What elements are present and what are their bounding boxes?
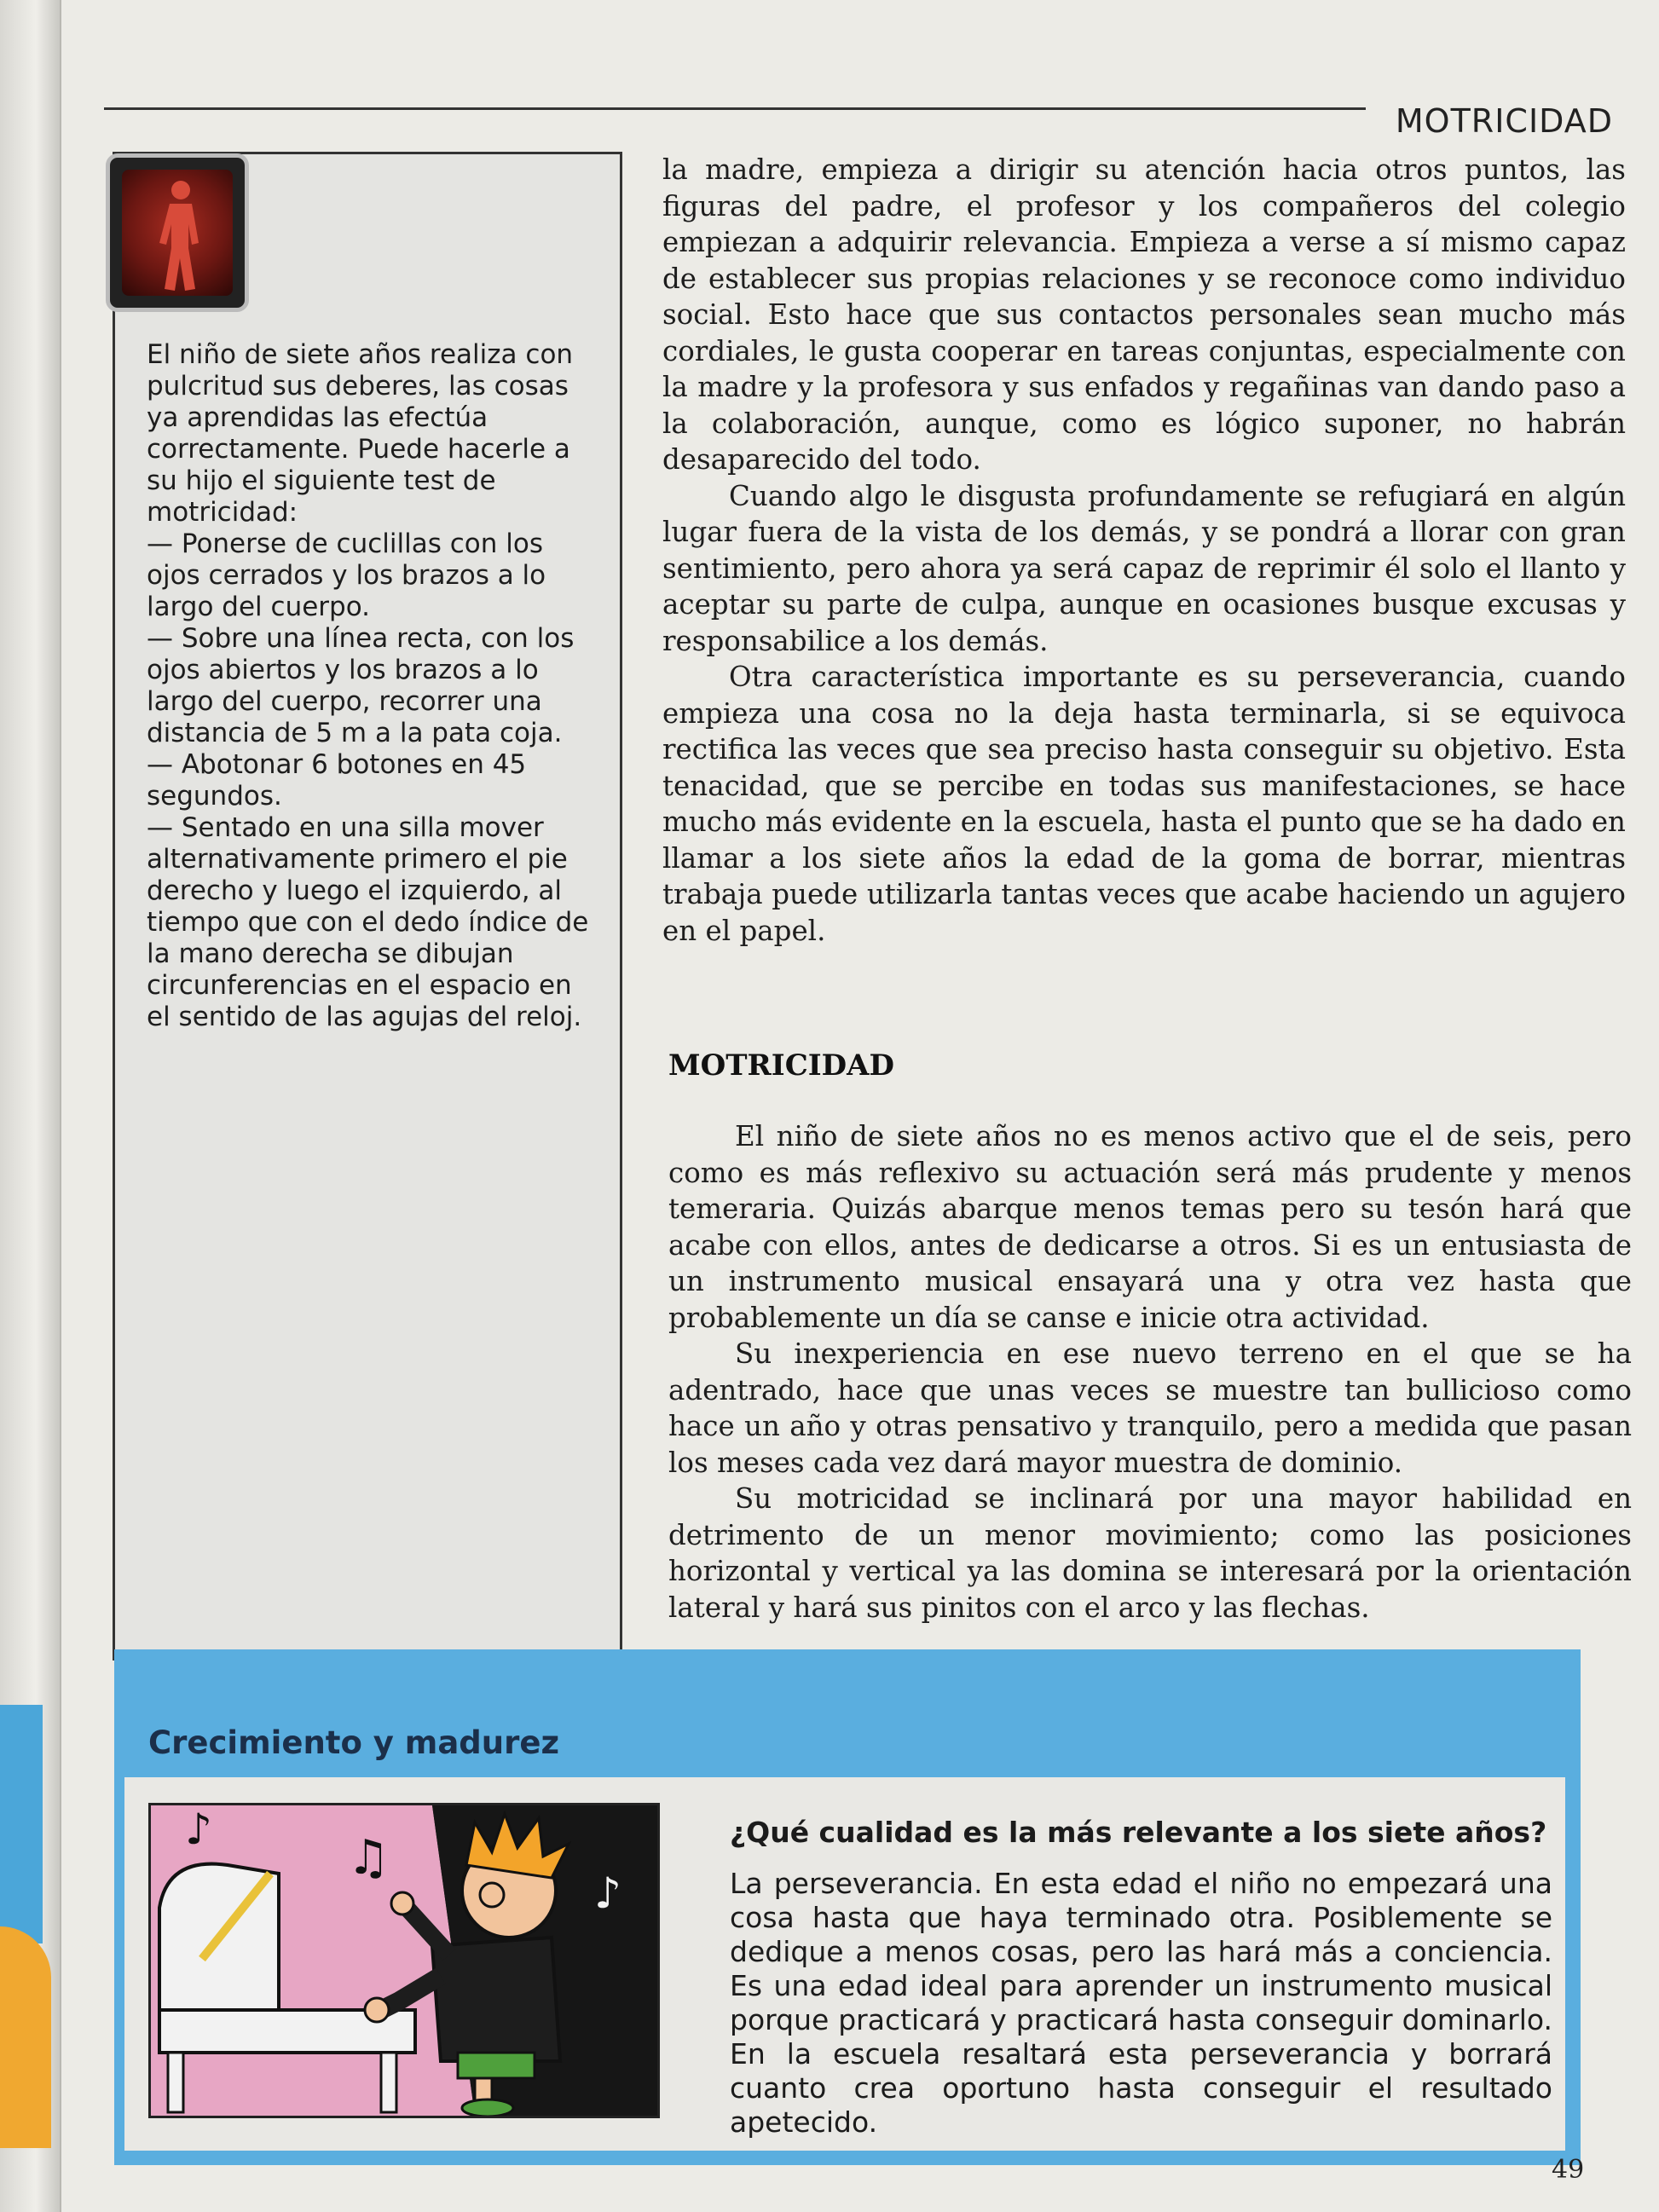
- growth-box: [114, 1649, 1581, 2165]
- body-paragraph: Cuando algo le disgusta profundamente se refugiará en algún lugar fuera de la vista de los demás, y se pondrá a llorar con gran sentimiento, pero ahora ya será capaz de reprimir él solo el llanto y aceptar su parte de culpa, aunque en ocasiones busque excusas y responsabilice a los demás.: [662, 479, 1626, 657]
- previous-page-illustration-fragment: [0, 1926, 51, 2148]
- main-text-bottom: [668, 1118, 1632, 1626]
- section-heading: MOTRICIDAD: [668, 1048, 895, 1083]
- sidebar-test-item: — Abotonar 6 botones en 45 segundos.: [147, 749, 527, 811]
- svg-text:♫: ♫: [347, 1830, 390, 1886]
- svg-text:♪: ♪: [185, 1805, 212, 1854]
- sidebar-test-item: — Ponerse de cuclillas con los ojos cerrados y los brazos a lo largo del cuerpo.: [147, 528, 546, 622]
- body-paragraph: Su inexperiencia en ese nuevo terreno en el que se ha adentrado, hace que unas veces se muestre tan bullicioso como hace un año y otras pensativo y tranquilo, pero a medida que pasan los meses cada vez dará mayor muestra de dominio.: [668, 1337, 1632, 1479]
- svg-text:♪: ♪: [594, 1868, 621, 1918]
- growth-box-title: Crecimiento y madurez: [148, 1724, 559, 1761]
- sidebar-intro: El niño de siete años realiza con pulcritud sus deberes, las cosas ya aprendidas las efectúa correctamente. Puede hacerle a su hijo el siguiente test de motricidad:: [147, 339, 574, 528]
- child-playing-piano-illustration: [148, 1803, 660, 2118]
- page-number: 49: [1552, 2155, 1585, 2185]
- body-paragraph: la madre, empieza a dirigir su atención hacia otros puntos, las figuras del padre, el profesor y los compañeros del colegio empiezan a adquirir relevancia. Empieza a verse a sí mismo capaz de establecer sus propias relaciones y se reconoce como individuo social. Esto hace que sus contactos personales sean mucho más cordiales, le gusta cooperar en tareas conjuntas, especialmente con la madre y la profesora y sus enfados y regañinas van dando paso a la colaboración, aunque, como es lógico suponer, no habrán desaparecido del todo.: [662, 153, 1626, 476]
- main-text-top: [662, 152, 1626, 949]
- body-paragraph: Su motricidad se inclinará por una mayor habilidad en detrimento de un menor movimiento; como las posiciones horizontal y vertical ya las domina se interesará por la orientación lateral y hará sus pinitos con el arco y las flechas.: [668, 1482, 1632, 1624]
- growth-box-answer: La perseverancia. En esta edad el niño no empezará una cosa hasta que haya terminado otra. Posiblemente se dedique a menos cosas, pero las hará más a conciencia. Es una edad ideal para aprender un instrumento musical porque practicará y practicará hasta conseguir dominarlo. En la escuela resaltará esta perseverancia y borrará cuanto crea oportuno hasta conseguir el resultado apetecido.: [730, 1867, 1552, 2139]
- book-page: [61, 0, 1659, 2212]
- previous-page-edge: [0, 0, 61, 2212]
- header-rule: [104, 107, 1366, 110]
- body-paragraph: El niño de siete años no es menos activo que el de seis, pero como es más reflexivo su actuación será más prudente y menos temeraria. Quizás abarque menos temas pero su tesón hará que acabe con ellos, antes de dedicarse a otros. Si es un entusiasta de un instrumento musical ensayará una y otra vez hasta que probablemente un día se canse e inicie otra actividad.: [668, 1120, 1632, 1334]
- growth-box-content: [124, 1777, 1565, 2151]
- pedestrian-signal-icon: [106, 153, 249, 312]
- body-paragraph: Otra característica importante es su perseverancia, cuando empieza una cosa no la deja hasta terminarla, si se equivoca rectifica las veces que sea preciso hasta conseguir su objetivo. Esta tenacidad, que se percibe en todas sus manifestaciones, se hace mucho más evidente en la escuela, hasta el punto que se ha dado en llamar a los siete años la edad de la goma de borrar, mientras trabaja puede utilizarla tantas veces que acabe haciendo un agujero en el papel.: [662, 661, 1626, 947]
- running-header: MOTRICIDAD: [1395, 102, 1613, 140]
- growth-box-question: ¿Qué cualidad es la más relevante a los siete años?: [730, 1816, 1547, 1849]
- sidebar-test-item: — Sobre una línea recta, con los ojos abiertos y los brazos a lo largo del cuerpo, recorrer una distancia de 5 m a la pata coja.: [147, 623, 575, 748]
- sidebar-text: [147, 339, 598, 1033]
- sidebar-test-item: — Sentado en una silla mover alternativamente primero el pie derecho y luego el izquierdo, al tiempo que con el dedo índice de la mano derecha se dibujan circunferencias en el espacio en el sentido de las agujas del reloj.: [147, 812, 589, 1032]
- previous-page-blue-stripe: [0, 1705, 43, 1943]
